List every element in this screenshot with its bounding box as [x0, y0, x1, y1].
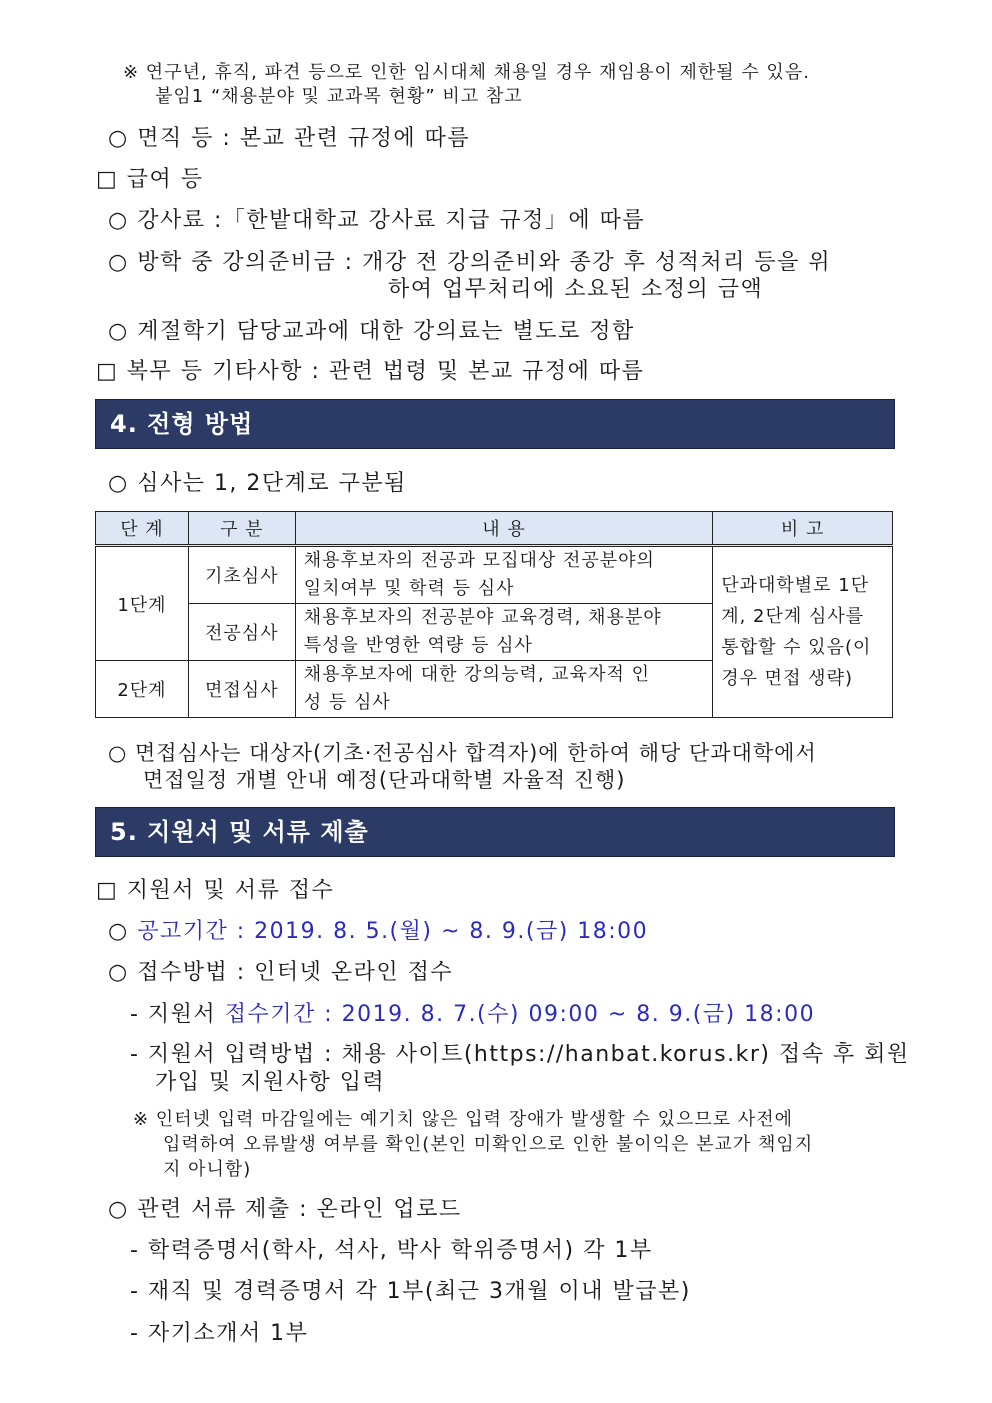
content-line: 채용후보자의 전공분야 교육경력, 채용분야 [303, 607, 662, 628]
input-method: - 지원서 입력방법 : 채용 사이트(https://hanbat.korus.kr) 접속 후 회원 [130, 1042, 910, 1067]
salary-heading: □ 급여 등 [96, 167, 204, 192]
remark-line: 단과대학별로 1단 [721, 575, 870, 596]
screening-table [95, 511, 893, 718]
header-remark: 비 고 [713, 512, 893, 546]
documents-heading: ○ 관련 서류 제출 : 온라인 업로드 [108, 1197, 462, 1222]
type-cell: 면접심사 [188, 661, 295, 718]
notice-period: 공고기간 : 2019. 8. 5.(월) ~ 8. 9.(금) 18:00 [137, 919, 649, 944]
prep-fee-item-cont: 하여 업무처리에 소요된 소정의 금액 [388, 277, 764, 302]
dismissal-item: ○ 면직 등 : 본교 관련 규정에 따름 [108, 126, 471, 151]
section-5-header: 5. 지원서 및 서류 제출 [95, 807, 895, 857]
note-substitute-reference: 붙임1 “채용분야 및 교과목 현황” 비고 참고 [155, 86, 523, 107]
interview-note: ○ 면접심사는 대상자(기초·전공심사 합격자)에 한하여 해당 단과대학에서 [108, 741, 817, 765]
document-item: - 자기소개서 1부 [130, 1321, 309, 1346]
application-prefix: - 지원서 [130, 1002, 217, 1027]
receipt-heading: □ 지원서 및 서류 접수 [96, 878, 335, 903]
prep-fee-item: ○ 방학 중 강의준비금 : 개강 전 강의준비와 종강 후 성적처리 등을 위 [108, 250, 832, 275]
remark-line: 계, 2단계 심사를 [721, 606, 865, 627]
lecture-fee-item: ○ 강사료 :「한밭대학교 강사료 지급 규정」에 따름 [108, 208, 646, 233]
remark-line: 경우 면접 생략) [721, 668, 853, 689]
duty-heading: □ 복무 등 기타사항 : 관련 법령 및 본교 규정에 따름 [96, 359, 645, 384]
header-content: 내 용 [295, 512, 712, 546]
interview-note-cont: 면접일정 개별 안내 예정(단과대학별 자율적 진행) [143, 768, 626, 792]
remark-line: 통합할 수 있음(이 [721, 637, 872, 658]
screening-intro: ○ 심사는 1, 2단계로 구분됨 [108, 471, 407, 496]
table-row [96, 546, 893, 604]
content-cell [295, 604, 712, 661]
bullet: ○ [108, 919, 129, 944]
content-line: 채용후보자의 전공과 모집대상 전공분야의 [303, 550, 655, 571]
stage-2-cell: 2단계 [96, 661, 189, 718]
notice-period-item [108, 914, 648, 945]
note-substitute-hiring: ※ 연구년, 휴직, 파견 등으로 인한 임시대체 채용일 경우 재임용이 제한될 수 있음. [123, 62, 810, 83]
content-line: 성 등 심사 [303, 692, 391, 713]
stage-1-cell: 1단계 [96, 546, 189, 661]
remark-cell [713, 546, 893, 718]
content-line: 특성을 반영한 역량 등 심사 [303, 635, 533, 656]
input-method-cont: 가입 및 지원사항 입력 [155, 1070, 386, 1095]
document-item: - 재직 및 경력증명서 각 1부(최근 3개월 이내 발급본) [130, 1279, 691, 1304]
content-cell [295, 546, 712, 604]
header-type: 구 분 [188, 512, 295, 546]
warning-note-cont: 입력하여 오류발생 여부를 확인(본인 미확인으로 인한 불이익은 본교가 책임지 [163, 1134, 814, 1155]
type-cell: 기초심사 [188, 546, 295, 604]
warning-note: ※ 인터넷 입력 마감일에는 예기치 않은 입력 장애가 발생할 수 있으므로 사전에 [133, 1109, 794, 1130]
warning-note-end: 지 아니함) [163, 1159, 252, 1180]
table-header-row [96, 512, 893, 546]
content-line: 채용후보자에 대한 강의능력, 교육자적 인 [303, 664, 650, 685]
section-4-header: 4. 전형 방법 [95, 399, 895, 449]
header-stage: 단 계 [96, 512, 189, 546]
content-cell [295, 661, 712, 718]
content-line: 일치여부 및 학력 등 심사 [303, 578, 515, 599]
application-period-item [130, 997, 815, 1028]
receipt-method: ○ 접수방법 : 인터넷 온라인 접수 [108, 960, 454, 985]
application-period: 접수기간 : 2019. 8. 7.(수) 09:00 ~ 8. 9.(금) 18:00 [224, 1002, 816, 1027]
seasonal-fee-item: ○ 계절학기 담당교과에 대한 강의료는 별도로 정함 [108, 319, 635, 344]
document-item: - 학력증명서(학사, 석사, 박사 학위증명서) 각 1부 [130, 1238, 653, 1263]
type-cell: 전공심사 [188, 604, 295, 661]
